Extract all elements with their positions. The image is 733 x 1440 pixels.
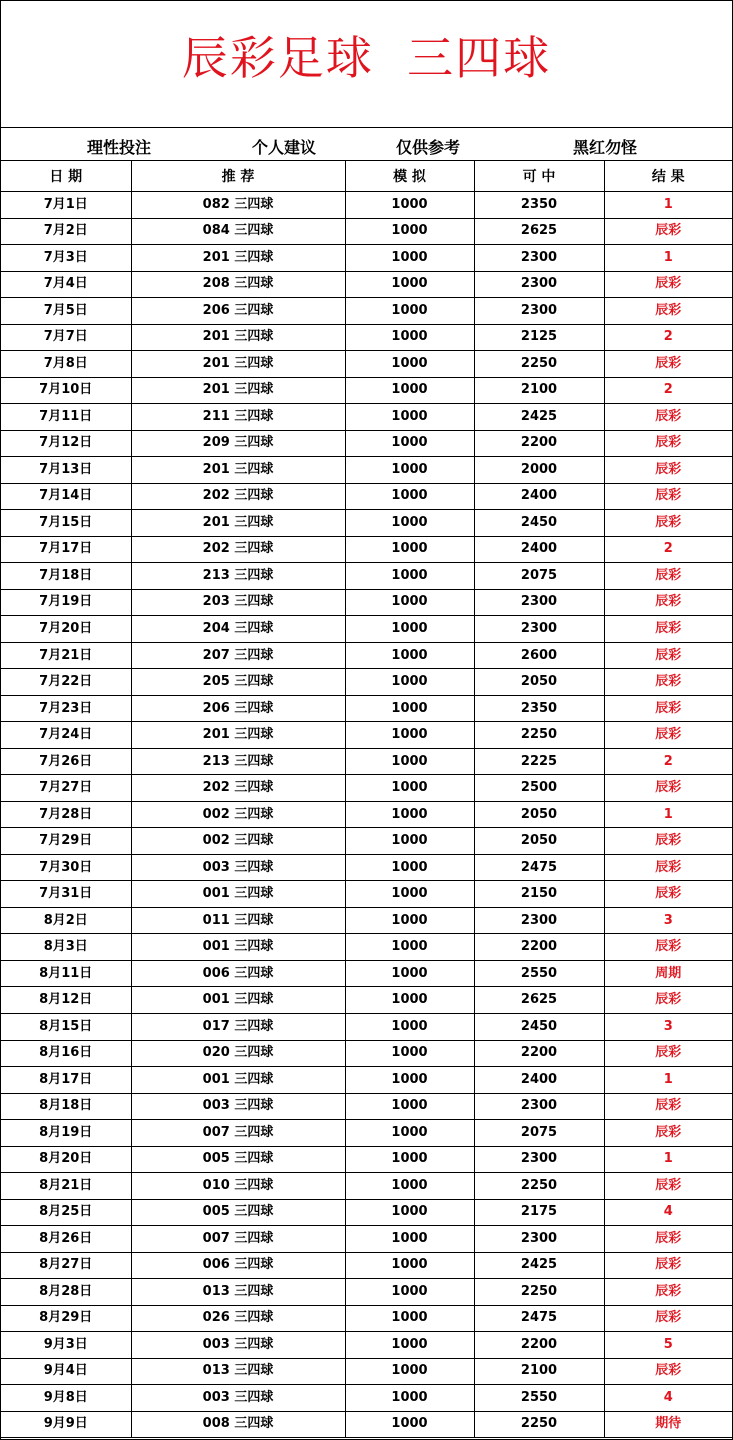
table-row [1, 722, 732, 749]
cell-pick: 203 三四球 [131, 589, 345, 616]
cell-date: 9月8日 [1, 1385, 131, 1412]
cell-payout: 2250 [474, 1279, 604, 1306]
cell-date: 8月27日 [1, 1252, 131, 1279]
column-header-date: 日 期 [1, 161, 131, 192]
cell-result: 辰彩 [604, 589, 732, 616]
cell-date: 8月16日 [1, 1040, 131, 1067]
cell-pick: 020 三四球 [131, 1040, 345, 1067]
table-row [1, 1305, 732, 1332]
cell-payout: 2050 [474, 801, 604, 828]
cell-date: 9月4日 [1, 1358, 131, 1385]
cell-payout: 2075 [474, 1120, 604, 1147]
cell-stake: 1000 [345, 1385, 474, 1412]
cell-payout: 2350 [474, 695, 604, 722]
cell-payout: 2300 [474, 1226, 604, 1253]
table-row [1, 1067, 732, 1094]
cell-date: 9月3日 [1, 1332, 131, 1359]
cell-pick: 006 三四球 [131, 960, 345, 987]
cell-stake: 1000 [345, 1279, 474, 1306]
cell-result: 辰彩 [604, 616, 732, 643]
cell-pick: 002 三四球 [131, 828, 345, 855]
title-banner [1, 1, 732, 128]
cell-date: 7月18日 [1, 563, 131, 590]
cell-result: 4 [604, 1385, 732, 1412]
column-header-payout: 可 中 [474, 161, 604, 192]
cell-date: 7月11日 [1, 404, 131, 431]
cell-pick: 017 三四球 [131, 1013, 345, 1040]
cell-payout: 2450 [474, 510, 604, 537]
cell-pick: 008 三四球 [131, 1411, 345, 1438]
cell-stake: 1000 [345, 1013, 474, 1040]
column-header-pick: 推 荐 [131, 161, 345, 192]
table-row [1, 934, 732, 961]
table-row [1, 589, 732, 616]
cell-date: 7月17日 [1, 536, 131, 563]
cell-date: 7月13日 [1, 457, 131, 484]
cell-pick: 002 三四球 [131, 801, 345, 828]
slogan-item: 黑红勿怪 [573, 138, 638, 157]
cell-payout: 2250 [474, 1411, 604, 1438]
cell-result: 周期 [604, 960, 732, 987]
table-row [1, 1279, 732, 1306]
table-row [1, 245, 732, 272]
cell-date: 7月10日 [1, 377, 131, 404]
table-row [1, 1332, 732, 1359]
cell-stake: 1000 [345, 1093, 474, 1120]
cell-pick: 206 三四球 [131, 695, 345, 722]
cell-result: 辰彩 [604, 642, 732, 669]
cell-pick: 013 三四球 [131, 1279, 345, 1306]
cell-pick: 209 三四球 [131, 430, 345, 457]
table-row [1, 775, 732, 802]
table-row [1, 536, 732, 563]
table-row [1, 695, 732, 722]
cell-stake: 1000 [345, 457, 474, 484]
cell-stake: 1000 [345, 1040, 474, 1067]
cell-date: 7月8日 [1, 351, 131, 378]
table-row [1, 828, 732, 855]
cell-date: 8月11日 [1, 960, 131, 987]
cell-date: 8月19日 [1, 1120, 131, 1147]
cell-date: 8月18日 [1, 1093, 131, 1120]
cell-result: 3 [604, 1013, 732, 1040]
cell-result: 辰彩 [604, 1173, 732, 1200]
table-row [1, 192, 732, 219]
cell-pick: 001 三四球 [131, 881, 345, 908]
table-row [1, 1120, 732, 1147]
cell-pick: 001 三四球 [131, 1067, 345, 1094]
cell-stake: 1000 [345, 377, 474, 404]
cell-pick: 201 三四球 [131, 722, 345, 749]
cell-stake: 1000 [345, 854, 474, 881]
cell-stake: 1000 [345, 1332, 474, 1359]
table-row [1, 669, 732, 696]
table-row [1, 324, 732, 351]
cell-date: 7月4日 [1, 271, 131, 298]
cell-payout: 2300 [474, 589, 604, 616]
cell-pick: 208 三四球 [131, 271, 345, 298]
cell-stake: 1000 [345, 1067, 474, 1094]
cell-payout: 2250 [474, 722, 604, 749]
cell-date: 8月29日 [1, 1305, 131, 1332]
cell-stake: 1000 [345, 271, 474, 298]
cell-pick: 005 三四球 [131, 1146, 345, 1173]
cell-payout: 2400 [474, 1067, 604, 1094]
column-header-result: 结 果 [604, 161, 732, 192]
cell-stake: 1000 [345, 510, 474, 537]
cell-date: 7月1日 [1, 192, 131, 219]
cell-result: 辰彩 [604, 881, 732, 908]
cell-date: 7月23日 [1, 695, 131, 722]
cell-result: 辰彩 [604, 563, 732, 590]
table-row [1, 457, 732, 484]
cell-stake: 1000 [345, 987, 474, 1014]
cell-date: 7月27日 [1, 775, 131, 802]
cell-pick: 202 三四球 [131, 775, 345, 802]
slogan-row [1, 128, 732, 161]
table-row [1, 1411, 732, 1438]
page-title: 辰彩足球 三四球 [181, 31, 552, 85]
table-row [1, 1146, 732, 1173]
cell-stake: 1000 [345, 934, 474, 961]
cell-stake: 1000 [345, 775, 474, 802]
table-row [1, 271, 732, 298]
cell-date: 7月30日 [1, 854, 131, 881]
cell-payout: 2625 [474, 218, 604, 245]
header-row [1, 161, 732, 192]
cell-result: 辰彩 [604, 351, 732, 378]
cell-pick: 007 三四球 [131, 1120, 345, 1147]
cell-result: 2 [604, 536, 732, 563]
cell-pick: 003 三四球 [131, 1093, 345, 1120]
cell-pick: 202 三四球 [131, 536, 345, 563]
cell-result: 辰彩 [604, 218, 732, 245]
cell-pick: 026 三四球 [131, 1305, 345, 1332]
cell-stake: 1000 [345, 722, 474, 749]
cell-stake: 1000 [345, 192, 474, 219]
table-row [1, 218, 732, 245]
cell-result: 辰彩 [604, 457, 732, 484]
table-row [1, 1173, 732, 1200]
cell-stake: 1000 [345, 404, 474, 431]
table-row [1, 351, 732, 378]
table-row [1, 563, 732, 590]
cell-payout: 2300 [474, 616, 604, 643]
cell-stake: 1000 [345, 430, 474, 457]
cell-stake: 1000 [345, 218, 474, 245]
cell-stake: 1000 [345, 1305, 474, 1332]
table-row [1, 854, 732, 881]
cell-date: 8月17日 [1, 1067, 131, 1094]
table-row [1, 987, 732, 1014]
cell-payout: 2300 [474, 1093, 604, 1120]
cell-pick: 201 三四球 [131, 457, 345, 484]
cell-stake: 1000 [345, 536, 474, 563]
cell-result: 2 [604, 748, 732, 775]
cell-stake: 1000 [345, 589, 474, 616]
cell-stake: 1000 [345, 642, 474, 669]
cell-payout: 2250 [474, 351, 604, 378]
cell-stake: 1000 [345, 1173, 474, 1200]
cell-date: 7月3日 [1, 245, 131, 272]
cell-payout: 2475 [474, 854, 604, 881]
cell-stake: 1000 [345, 695, 474, 722]
cell-payout: 2175 [474, 1199, 604, 1226]
table-row [1, 907, 732, 934]
cell-result: 辰彩 [604, 430, 732, 457]
cell-date: 8月15日 [1, 1013, 131, 1040]
cell-pick: 201 三四球 [131, 245, 345, 272]
cell-pick: 201 三四球 [131, 377, 345, 404]
cell-date: 8月26日 [1, 1226, 131, 1253]
cell-stake: 1000 [345, 881, 474, 908]
cell-payout: 2150 [474, 881, 604, 908]
cell-payout: 2200 [474, 1040, 604, 1067]
cell-result: 辰彩 [604, 934, 732, 961]
table-row [1, 1093, 732, 1120]
cell-result: 1 [604, 245, 732, 272]
cell-stake: 1000 [345, 801, 474, 828]
cell-pick: 204 三四球 [131, 616, 345, 643]
cell-pick: 003 三四球 [131, 854, 345, 881]
cell-date: 7月2日 [1, 218, 131, 245]
cell-date: 7月5日 [1, 298, 131, 325]
cell-result: 辰彩 [604, 1120, 732, 1147]
cell-pick: 211 三四球 [131, 404, 345, 431]
cell-payout: 2200 [474, 1332, 604, 1359]
cell-date: 7月14日 [1, 483, 131, 510]
cell-date: 8月25日 [1, 1199, 131, 1226]
cell-result: 辰彩 [604, 1093, 732, 1120]
cell-result: 3 [604, 907, 732, 934]
cell-result: 1 [604, 1067, 732, 1094]
table-row [1, 377, 732, 404]
cell-payout: 2300 [474, 907, 604, 934]
table-row [1, 510, 732, 537]
cell-result: 辰彩 [604, 271, 732, 298]
cell-pick: 213 三四球 [131, 563, 345, 590]
cell-stake: 1000 [345, 245, 474, 272]
cell-date: 7月19日 [1, 589, 131, 616]
cell-stake: 1000 [345, 1411, 474, 1438]
results-table [1, 161, 732, 1438]
cell-stake: 1000 [345, 1226, 474, 1253]
cell-stake: 1000 [345, 828, 474, 855]
table-row [1, 1226, 732, 1253]
cell-stake: 1000 [345, 1252, 474, 1279]
cell-pick: 005 三四球 [131, 1199, 345, 1226]
cell-result: 5 [604, 1332, 732, 1359]
cell-payout: 2625 [474, 987, 604, 1014]
cell-stake: 1000 [345, 483, 474, 510]
cell-pick: 206 三四球 [131, 298, 345, 325]
cell-date: 8月28日 [1, 1279, 131, 1306]
slogan-item: 理性投注 [87, 138, 152, 157]
cell-result: 辰彩 [604, 1279, 732, 1306]
cell-pick: 001 三四球 [131, 987, 345, 1014]
cell-date: 7月7日 [1, 324, 131, 351]
slogan-item: 个人建议 [252, 138, 317, 157]
cell-payout: 2425 [474, 1252, 604, 1279]
cell-result: 1 [604, 1146, 732, 1173]
cell-pick: 007 三四球 [131, 1226, 345, 1253]
table-row [1, 960, 732, 987]
cell-result: 辰彩 [604, 483, 732, 510]
cell-stake: 1000 [345, 960, 474, 987]
table-row [1, 483, 732, 510]
cell-date: 7月20日 [1, 616, 131, 643]
cell-date: 9月9日 [1, 1411, 131, 1438]
cell-pick: 205 三四球 [131, 669, 345, 696]
cell-result: 辰彩 [604, 775, 732, 802]
cell-result: 4 [604, 1199, 732, 1226]
cell-result: 辰彩 [604, 1040, 732, 1067]
cell-pick: 082 三四球 [131, 192, 345, 219]
column-header-stake: 模 拟 [345, 161, 474, 192]
cell-payout: 2300 [474, 1146, 604, 1173]
cell-payout: 2400 [474, 483, 604, 510]
cell-date: 7月12日 [1, 430, 131, 457]
cell-result: 辰彩 [604, 695, 732, 722]
cell-stake: 1000 [345, 298, 474, 325]
cell-stake: 1000 [345, 563, 474, 590]
cell-stake: 1000 [345, 324, 474, 351]
table-row [1, 1013, 732, 1040]
cell-result: 期待 [604, 1411, 732, 1438]
cell-pick: 201 三四球 [131, 324, 345, 351]
cell-pick: 010 三四球 [131, 1173, 345, 1200]
cell-payout: 2050 [474, 669, 604, 696]
cell-result: 辰彩 [604, 669, 732, 696]
cell-result: 辰彩 [604, 404, 732, 431]
cell-payout: 2300 [474, 271, 604, 298]
cell-stake: 1000 [345, 1358, 474, 1385]
table-row [1, 404, 732, 431]
cell-date: 7月24日 [1, 722, 131, 749]
cell-date: 8月21日 [1, 1173, 131, 1200]
table-row [1, 298, 732, 325]
table-row [1, 616, 732, 643]
cell-pick: 006 三四球 [131, 1252, 345, 1279]
cell-pick: 207 三四球 [131, 642, 345, 669]
cell-result: 辰彩 [604, 1252, 732, 1279]
cell-result: 2 [604, 324, 732, 351]
slogan-item: 仅供参考 [396, 138, 461, 157]
cell-payout: 2550 [474, 1385, 604, 1412]
cell-date: 7月21日 [1, 642, 131, 669]
cell-result: 辰彩 [604, 1226, 732, 1253]
cell-stake: 1000 [345, 616, 474, 643]
cell-payout: 2450 [474, 1013, 604, 1040]
cell-date: 8月2日 [1, 907, 131, 934]
cell-payout: 2400 [474, 536, 604, 563]
cell-payout: 2600 [474, 642, 604, 669]
cell-payout: 2200 [474, 430, 604, 457]
cell-payout: 2475 [474, 1305, 604, 1332]
cell-payout: 2000 [474, 457, 604, 484]
cell-pick: 013 三四球 [131, 1358, 345, 1385]
cell-payout: 2100 [474, 377, 604, 404]
cell-payout: 2300 [474, 245, 604, 272]
table-row [1, 1040, 732, 1067]
cell-payout: 2200 [474, 934, 604, 961]
cell-date: 7月26日 [1, 748, 131, 775]
cell-payout: 2550 [474, 960, 604, 987]
cell-payout: 2050 [474, 828, 604, 855]
cell-stake: 1000 [345, 748, 474, 775]
cell-date: 7月15日 [1, 510, 131, 537]
cell-pick: 001 三四球 [131, 934, 345, 961]
table-row [1, 801, 732, 828]
cell-result: 1 [604, 192, 732, 219]
cell-payout: 2350 [474, 192, 604, 219]
cell-pick: 011 三四球 [131, 907, 345, 934]
cell-payout: 2500 [474, 775, 604, 802]
cell-result: 辰彩 [604, 722, 732, 749]
cell-stake: 1000 [345, 1199, 474, 1226]
cell-payout: 2425 [474, 404, 604, 431]
cell-result: 辰彩 [604, 1358, 732, 1385]
table-row [1, 1385, 732, 1412]
cell-stake: 1000 [345, 1146, 474, 1173]
cell-pick: 003 三四球 [131, 1332, 345, 1359]
cell-date: 7月28日 [1, 801, 131, 828]
cell-result: 1 [604, 801, 732, 828]
cell-result: 辰彩 [604, 298, 732, 325]
table-row [1, 430, 732, 457]
cell-result: 辰彩 [604, 828, 732, 855]
cell-result: 辰彩 [604, 987, 732, 1014]
cell-payout: 2075 [474, 563, 604, 590]
cell-date: 8月12日 [1, 987, 131, 1014]
cell-result: 2 [604, 377, 732, 404]
cell-payout: 2100 [474, 1358, 604, 1385]
cell-pick: 213 三四球 [131, 748, 345, 775]
cell-payout: 2300 [474, 298, 604, 325]
cell-pick: 201 三四球 [131, 351, 345, 378]
cell-stake: 1000 [345, 669, 474, 696]
cell-date: 8月3日 [1, 934, 131, 961]
cell-date: 8月20日 [1, 1146, 131, 1173]
table-row [1, 1252, 732, 1279]
cell-pick: 201 三四球 [131, 510, 345, 537]
table-row [1, 1358, 732, 1385]
cell-payout: 2250 [474, 1173, 604, 1200]
cell-payout: 2125 [474, 324, 604, 351]
cell-pick: 084 三四球 [131, 218, 345, 245]
cell-date: 7月22日 [1, 669, 131, 696]
cell-date: 7月29日 [1, 828, 131, 855]
table-row [1, 1199, 732, 1226]
cell-pick: 003 三四球 [131, 1385, 345, 1412]
table-row [1, 642, 732, 669]
cell-result: 辰彩 [604, 510, 732, 537]
cell-pick: 202 三四球 [131, 483, 345, 510]
cell-result: 辰彩 [604, 1305, 732, 1332]
cell-stake: 1000 [345, 907, 474, 934]
table-row [1, 748, 732, 775]
cell-payout: 2225 [474, 748, 604, 775]
cell-result: 辰彩 [604, 854, 732, 881]
cell-date: 7月31日 [1, 881, 131, 908]
cell-stake: 1000 [345, 1120, 474, 1147]
cell-stake: 1000 [345, 351, 474, 378]
table-row [1, 881, 732, 908]
